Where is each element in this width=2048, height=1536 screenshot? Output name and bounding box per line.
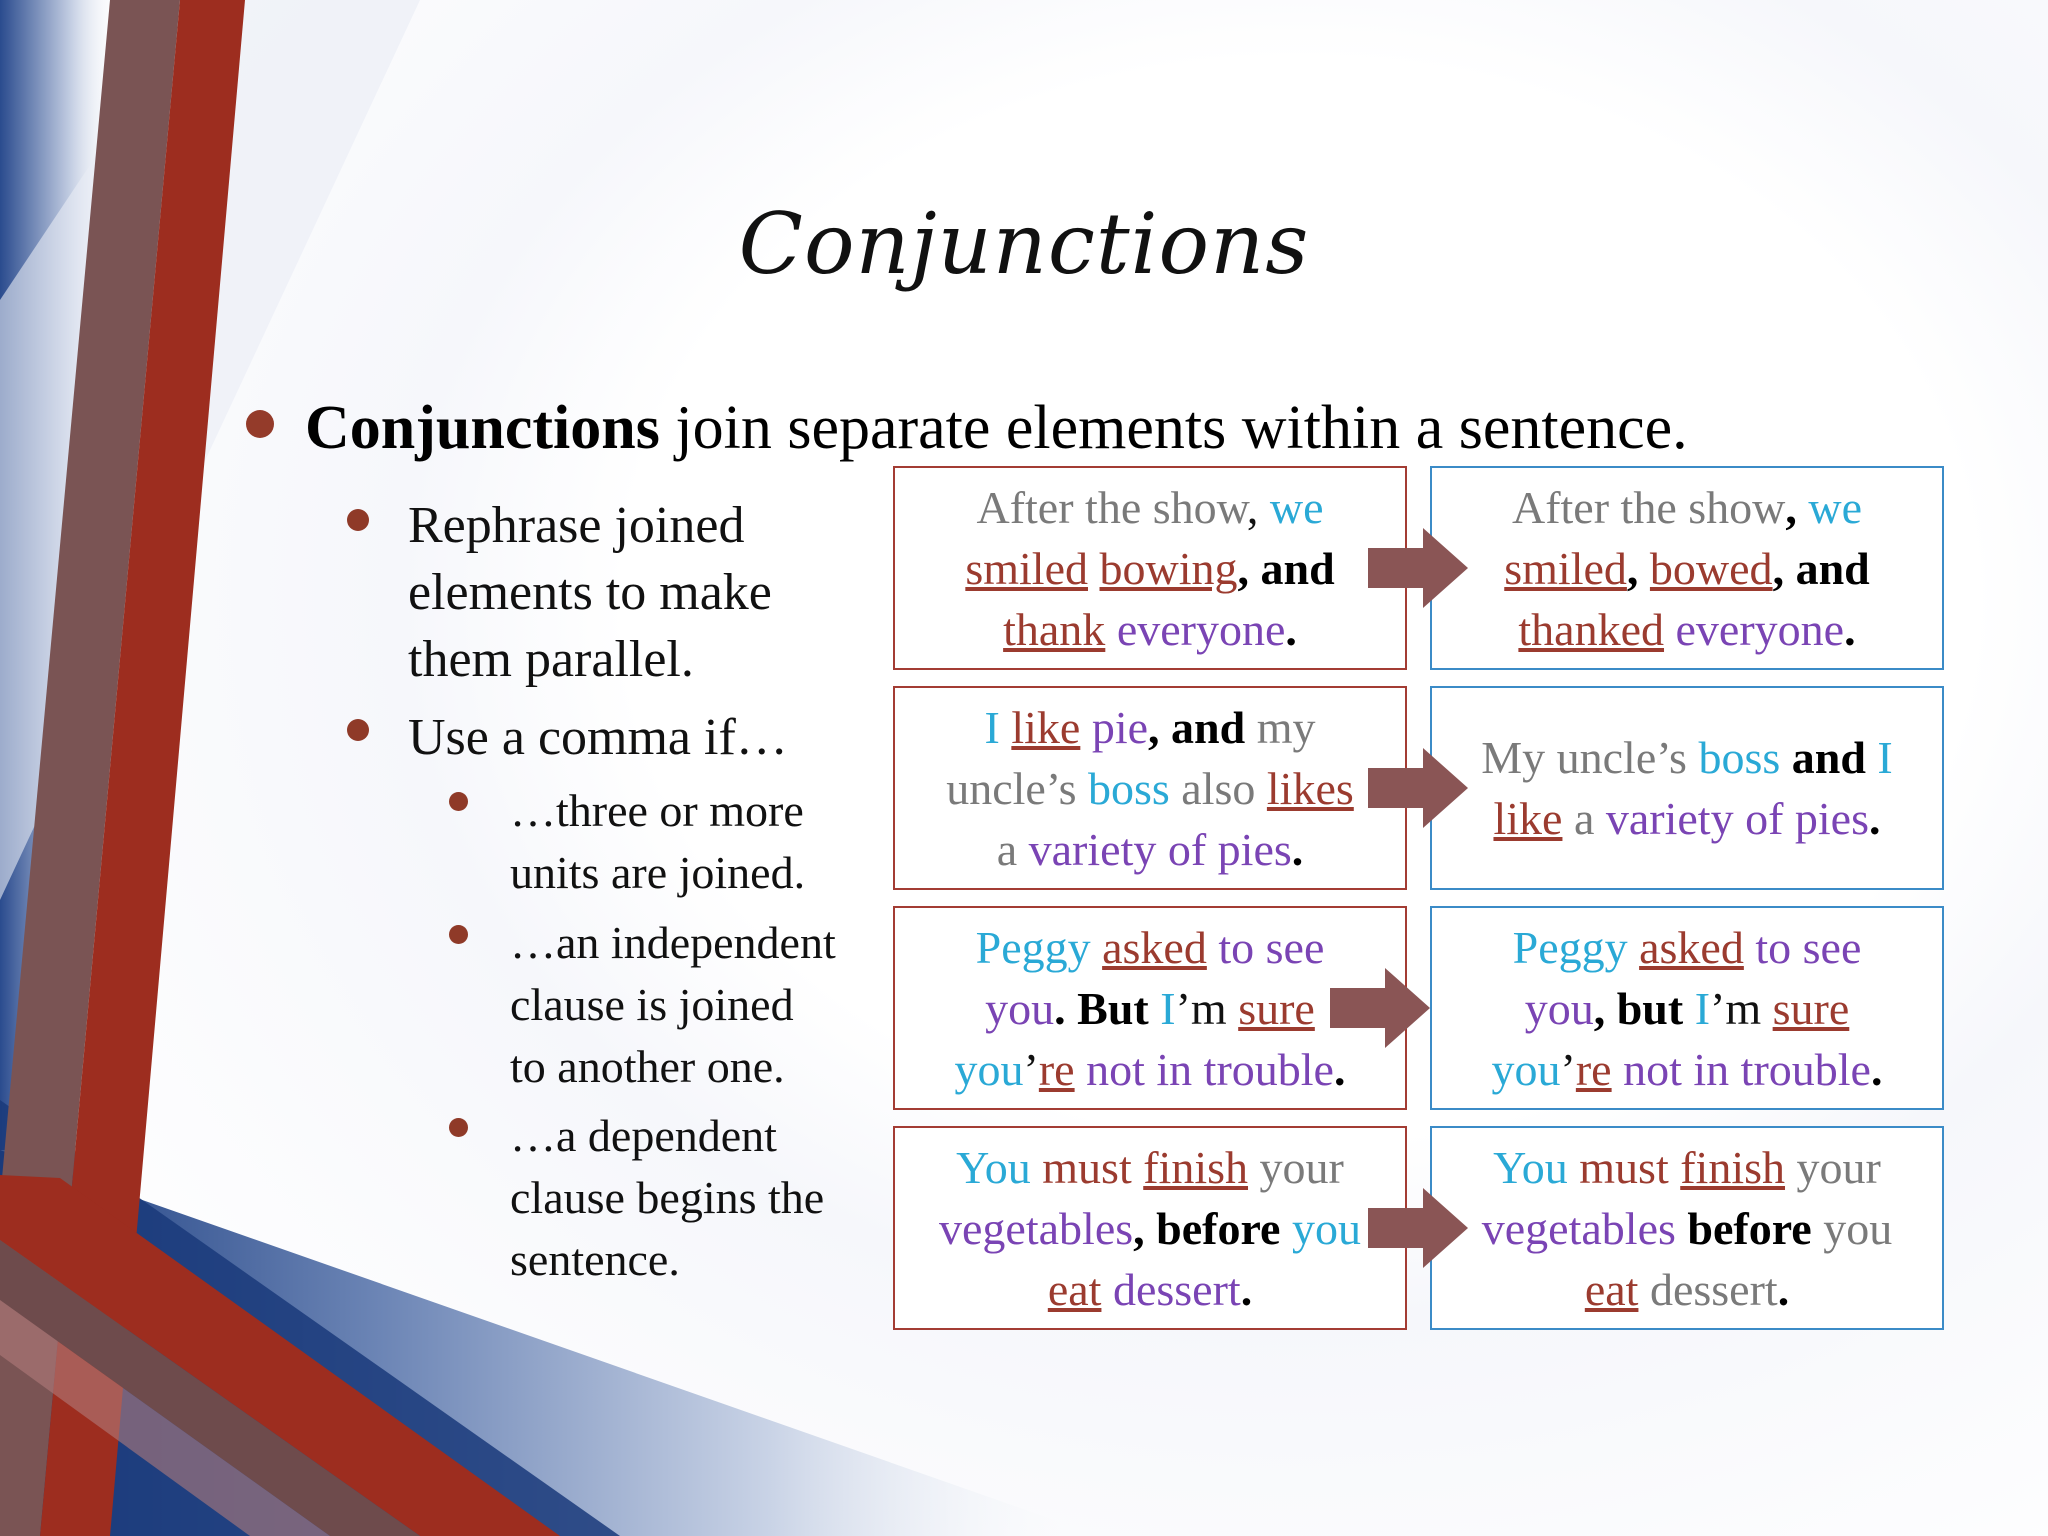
example-word: not in trouble: [1623, 1043, 1871, 1095]
example-word: [1091, 922, 1103, 973]
example-word: dessert: [1649, 1263, 1778, 1315]
example-word: I: [1877, 732, 1893, 783]
example-word: ’m: [1175, 982, 1239, 1034]
example-word: [1594, 793, 1606, 844]
example-word: finish: [1680, 1141, 1786, 1193]
example-word: [1785, 1142, 1797, 1193]
bullet-dot: [449, 792, 468, 811]
bullet-dot: [347, 719, 369, 741]
example-word: .: [1333, 1043, 1346, 1095]
example-word: [1664, 604, 1676, 655]
example-word: variety of pies: [1028, 823, 1292, 875]
example-word: [1687, 732, 1699, 783]
example-word: , and: [1148, 701, 1246, 753]
example-word: [1207, 922, 1219, 973]
example-before-text: [903, 477, 1397, 660]
example-word: and: [1791, 732, 1866, 783]
example-word: , but: [1593, 982, 1695, 1034]
example-word: [1245, 702, 1257, 753]
example-after-text: [1440, 727, 1934, 849]
example-word: a: [996, 823, 1018, 875]
sub-sub-bullet-3-line: …a dependent: [510, 1110, 777, 1161]
example-word: ’: [1023, 1043, 1039, 1095]
example-word: you: [1491, 1043, 1561, 1095]
example-word: vegetables: [939, 1202, 1134, 1254]
example-word: I: [984, 701, 1000, 753]
example-word: [1638, 1264, 1650, 1315]
arrow-right-icon: [1330, 968, 1430, 1048]
example-word: .: [1870, 1043, 1883, 1095]
slide-title: Conjunctions: [738, 195, 1310, 293]
example-word: not in trouble: [1086, 1043, 1334, 1095]
sub-bullet-1-line: elements to make: [408, 564, 772, 621]
example-word: re: [1575, 1043, 1612, 1095]
sub-bullet-1-line: them parallel.: [408, 631, 694, 688]
example-word: bowing: [1099, 542, 1238, 594]
example-before-text: [903, 917, 1397, 1100]
example-word: smiled: [1504, 542, 1627, 594]
example-word: to see: [1218, 921, 1325, 973]
sub-sub-bullet-3-line: clause begins the: [510, 1172, 825, 1223]
example-word: ,: [1785, 481, 1809, 533]
example-word: [1017, 824, 1029, 875]
example-word: [1628, 922, 1640, 973]
example-word: . But: [1054, 982, 1161, 1034]
example-word: a: [1573, 793, 1595, 844]
example-word: [1105, 604, 1117, 655]
example-word: , and: [1237, 542, 1335, 594]
example-word: [1612, 1044, 1624, 1095]
sub-bullet-2-line: Use a comma if…: [408, 709, 788, 766]
example-word: [1255, 763, 1267, 814]
sub-sub-bullet-1-line: …three or more: [510, 785, 804, 836]
example-word: Peggy: [975, 921, 1091, 973]
example-word: [1866, 732, 1878, 783]
main-bullet-bold: Conjunctions: [305, 394, 660, 462]
example-word: your: [1796, 1141, 1881, 1193]
example-word: like: [1011, 701, 1081, 753]
sub-bullet-2: [408, 704, 788, 771]
example-word: boss: [1087, 762, 1170, 814]
example-word: pie: [1091, 701, 1149, 753]
example-word: [1000, 702, 1012, 753]
example-word: .: [1869, 793, 1881, 844]
bullet-dot: [449, 925, 468, 944]
example-word: Peggy: [1512, 921, 1628, 973]
example-word: [1248, 1142, 1260, 1193]
sub-sub-bullet-2-line: clause is joined: [510, 979, 794, 1030]
example-word: asked: [1639, 921, 1744, 973]
bullet-dot: [246, 410, 274, 438]
example-word: [1076, 763, 1088, 814]
sub-sub-bullet-1-line: units are joined.: [510, 847, 806, 898]
example-before-box: [893, 1126, 1407, 1330]
example-after-box: [1430, 1126, 1944, 1330]
example-word: you: [985, 982, 1055, 1034]
example-word: variety of pies: [1605, 793, 1870, 844]
example-word: eat: [1047, 1263, 1102, 1315]
sub-sub-bullet-2: [510, 912, 836, 1098]
example-word: .: [1285, 603, 1297, 655]
arrow-right-icon: [1368, 528, 1468, 608]
sub-sub-bullet-3-line: sentence.: [510, 1234, 680, 1285]
example-word: [1170, 763, 1182, 814]
example-word: smiled: [965, 542, 1088, 594]
example-before-text: [903, 1137, 1397, 1320]
example-word: everyone: [1116, 603, 1286, 655]
example-word: [1088, 543, 1100, 594]
example-after-box: [1430, 466, 1944, 670]
example-word: eat: [1584, 1263, 1639, 1315]
sub-bullet-1-line: Rephrase joined: [408, 497, 745, 554]
main-bullet-text: join separate elements within a sentence.: [659, 394, 1688, 462]
sub-sub-bullet-2-line: …an independent: [510, 917, 836, 968]
example-word: must: [1567, 1141, 1681, 1193]
example-word: [1101, 1264, 1113, 1315]
example-word: [1744, 922, 1756, 973]
example-word: thanked: [1518, 603, 1665, 655]
example-word: everyone: [1675, 603, 1845, 655]
example-word: ’: [1560, 1043, 1576, 1095]
sub-bullet-1: [408, 492, 772, 693]
example-word: [1562, 793, 1574, 844]
example-word: you: [1823, 1202, 1893, 1254]
example-word: likes: [1266, 762, 1354, 814]
example-before-box: [893, 466, 1407, 670]
example-word: asked: [1102, 921, 1207, 973]
example-word: , before: [1133, 1202, 1292, 1254]
example-word: finish: [1143, 1141, 1249, 1193]
example-after-text: [1440, 917, 1934, 1100]
example-word: must: [1030, 1141, 1144, 1193]
example-word: After the show: [976, 481, 1247, 533]
example-word: dessert: [1112, 1263, 1241, 1315]
example-word: boss: [1698, 732, 1781, 783]
example-word: , and: [1772, 542, 1870, 594]
example-word: sure: [1772, 982, 1850, 1034]
bullet-dot: [347, 509, 369, 531]
example-word: uncle’s: [946, 762, 1077, 814]
example-word: ’m: [1710, 982, 1773, 1034]
sub-sub-bullet-1: [510, 780, 805, 904]
example-word: ,: [1246, 481, 1270, 533]
example-word: re: [1038, 1043, 1075, 1095]
example-word: [1075, 1044, 1087, 1095]
example-word: .: [1240, 1263, 1253, 1315]
example-word: I: [1160, 982, 1176, 1034]
example-word: we: [1808, 481, 1862, 533]
example-word: my: [1256, 701, 1316, 753]
arrow-right-icon: [1368, 1188, 1468, 1268]
example-word: you: [1524, 982, 1594, 1034]
arrow-right-icon: [1368, 748, 1468, 828]
example-word: to see: [1755, 921, 1862, 973]
example-after-text: [1440, 477, 1934, 660]
example-word: .: [1777, 1263, 1790, 1315]
example-word: .: [1291, 823, 1304, 875]
example-word: you: [954, 1043, 1024, 1095]
example-word: My uncle’s: [1481, 732, 1687, 783]
example-after-box: [1430, 686, 1944, 890]
example-word: [1080, 702, 1092, 753]
example-word: like: [1493, 793, 1563, 844]
example-word: vegetables: [1481, 1202, 1676, 1254]
example-word: also: [1181, 762, 1256, 814]
main-bullet: [305, 393, 1688, 464]
sub-sub-bullet-3: [510, 1105, 824, 1291]
sub-sub-bullet-2-line: to another one.: [510, 1041, 785, 1092]
example-word: bowed: [1649, 542, 1773, 594]
example-after-text: [1440, 1137, 1934, 1320]
example-word: we: [1269, 481, 1324, 533]
example-word: You: [956, 1141, 1031, 1193]
bullet-dot: [449, 1118, 468, 1137]
example-word: sure: [1238, 982, 1315, 1034]
example-word: [1780, 732, 1792, 783]
example-word: ,: [1626, 542, 1650, 594]
example-after-box: [1430, 906, 1944, 1110]
example-word: your: [1259, 1141, 1344, 1193]
example-word: thank: [1003, 603, 1106, 655]
example-word: .: [1844, 603, 1856, 655]
example-word: I: [1694, 982, 1711, 1034]
example-before-box: [893, 686, 1407, 890]
example-before-text: [903, 697, 1397, 880]
example-word: before: [1675, 1202, 1824, 1254]
example-word: After the show: [1511, 481, 1786, 533]
example-word: you: [1291, 1202, 1361, 1254]
example-word: You: [1493, 1141, 1568, 1193]
